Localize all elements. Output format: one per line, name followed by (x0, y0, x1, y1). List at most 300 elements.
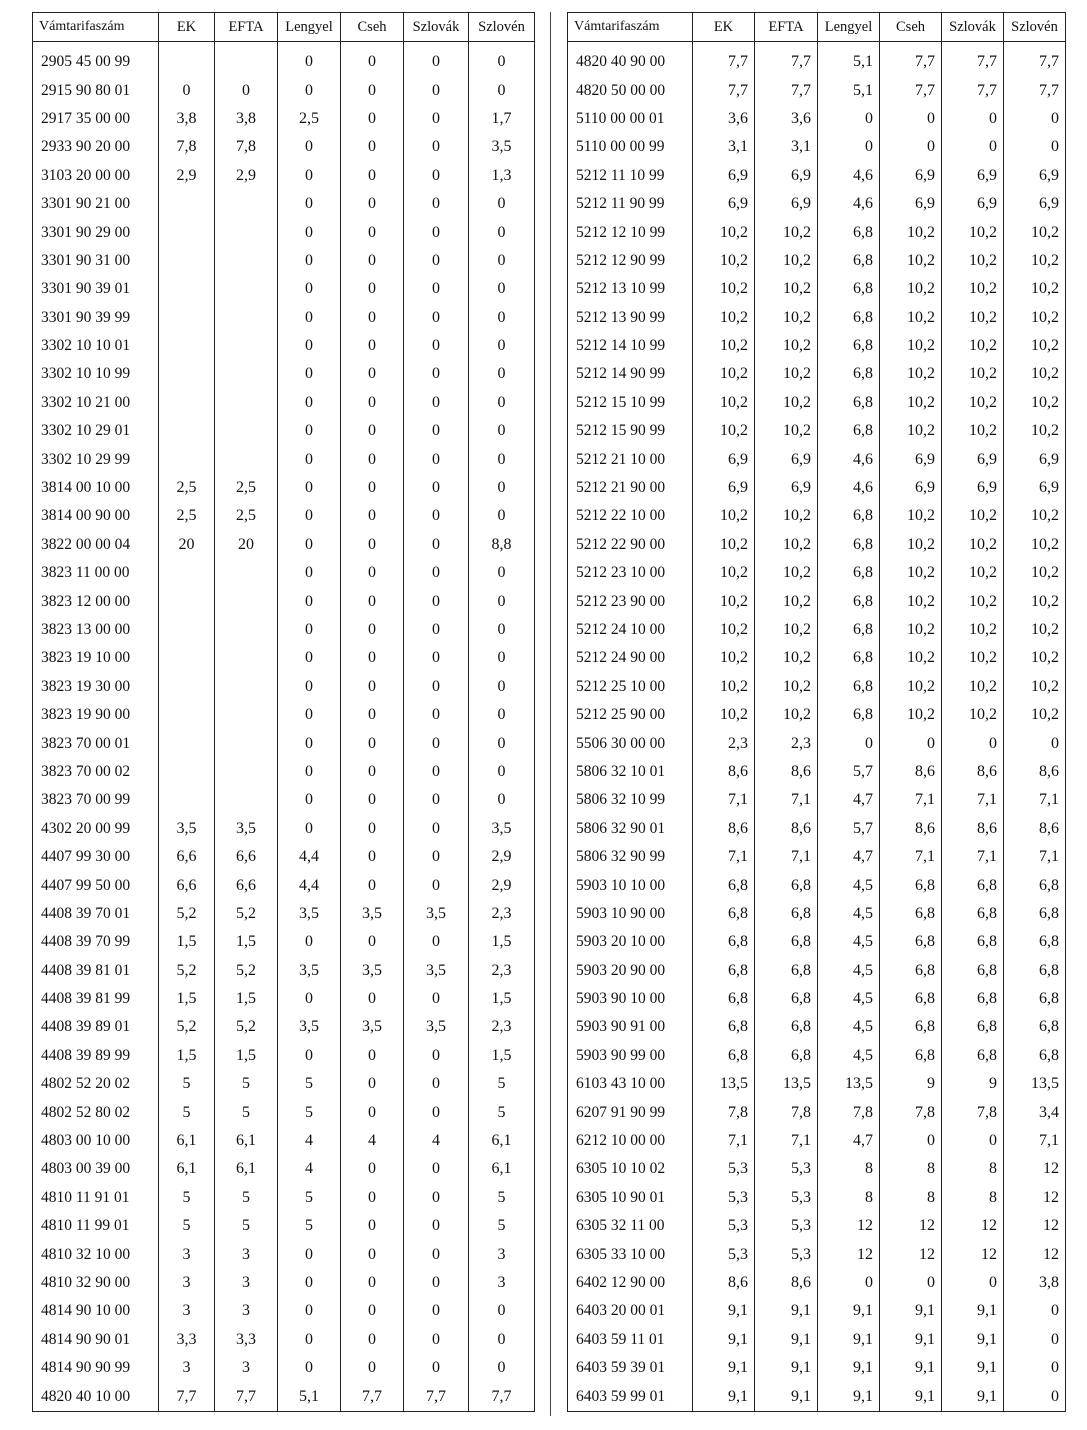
rate-cell (159, 190, 215, 218)
rate-cell: 8,6 (755, 815, 818, 843)
rate-cell: 0 (1004, 133, 1066, 161)
table-row (33, 701, 535, 729)
rate-cell: 0 (469, 1326, 535, 1354)
table-row (33, 360, 535, 388)
rate-cell: 12 (1004, 1155, 1066, 1183)
table-row (33, 559, 535, 587)
rate-cell: 4,5 (818, 871, 880, 899)
tariff-code-cell: 5903 20 10 00 (576, 933, 666, 951)
rate-cell (159, 559, 215, 587)
rate-cell: 5,7 (818, 758, 880, 786)
rate-cell: 0 (341, 871, 404, 899)
rate-cell: 5,3 (755, 1184, 818, 1212)
rate-cell: 7,7 (469, 1382, 535, 1411)
tariff-code-cell: 6403 59 99 01 (576, 1387, 666, 1405)
rate-cell: 4,5 (818, 985, 880, 1013)
rate-cell: 8,6 (880, 758, 942, 786)
rate-cell: 6,8 (880, 900, 942, 928)
rate-cell: 10,2 (880, 304, 942, 332)
rate-cell (215, 304, 278, 332)
rate-cell: 0 (404, 162, 469, 190)
tariff-code-cell: 3823 70 00 02 (41, 762, 131, 780)
rate-cell: 5,3 (693, 1184, 755, 1212)
rate-cell: 6,8 (693, 985, 755, 1013)
rate-cell: 0 (404, 786, 469, 814)
rate-cell: 6,8 (755, 871, 818, 899)
table-row (568, 445, 1066, 473)
rate-cell: 6,8 (818, 644, 880, 672)
rate-cell: 0 (404, 815, 469, 843)
rate-cell: 6,9 (880, 162, 942, 190)
rate-cell: 5,1 (278, 1382, 341, 1411)
rate-cell: 10,2 (880, 360, 942, 388)
tariff-code-cell: 4810 32 90 00 (41, 1273, 131, 1291)
rate-cell: 7,7 (159, 1382, 215, 1411)
tariff-code-cell: 4810 11 91 01 (41, 1188, 130, 1206)
rate-cell: 6,8 (1004, 985, 1066, 1013)
rate-cell: 0 (469, 304, 535, 332)
rate-cell: 5,2 (159, 957, 215, 985)
tariff-code-cell: 5212 22 90 00 (576, 535, 666, 553)
rate-cell: 5 (159, 1212, 215, 1240)
table-row (568, 417, 1066, 445)
rate-cell: 4,5 (818, 957, 880, 985)
rate-cell: 0 (341, 162, 404, 190)
rate-cell: 6,8 (942, 928, 1004, 956)
rate-cell: 0 (404, 559, 469, 587)
rate-cell: 7,8 (880, 1098, 942, 1126)
rate-cell: 0 (404, 531, 469, 559)
rate-cell: 0 (469, 474, 535, 502)
rate-cell: 7,7 (1004, 76, 1066, 104)
tariff-code-cell: 3301 90 39 01 (41, 280, 131, 298)
rate-cell (159, 389, 215, 417)
tariff-code-cell: 5212 24 90 00 (576, 649, 666, 667)
rate-cell: 6,1 (159, 1155, 215, 1183)
tariff-code-cell: 4820 40 10 00 (41, 1387, 131, 1405)
rate-cell: 7,1 (693, 1127, 755, 1155)
tariff-code-cell: 5212 12 10 99 (576, 223, 666, 241)
rate-cell: 4 (278, 1127, 341, 1155)
rate-cell: 9,1 (818, 1297, 880, 1325)
rate-cell: 10,2 (693, 417, 755, 445)
tariff-code-cell: 3302 10 29 01 (41, 422, 131, 440)
rate-cell: 0 (880, 1127, 942, 1155)
rate-cell: 0 (469, 616, 535, 644)
rate-cell: 0 (341, 360, 404, 388)
rate-cell: 10,2 (942, 247, 1004, 275)
rate-cell: 13,5 (755, 1070, 818, 1098)
rate-cell: 7,7 (942, 42, 1004, 77)
column-header: Szlovák (404, 13, 469, 42)
rate-cell: 0 (341, 1184, 404, 1212)
tariff-table-left (32, 12, 535, 1412)
rate-cell: 6,9 (880, 445, 942, 473)
rate-cell: 9,1 (880, 1326, 942, 1354)
rate-cell: 8,6 (1004, 758, 1066, 786)
column-header: Lengyel (818, 13, 880, 42)
table-row (568, 133, 1066, 161)
rate-cell: 1,5 (159, 985, 215, 1013)
rate-cell: 10,2 (942, 701, 1004, 729)
rate-cell: 10,2 (755, 644, 818, 672)
rate-cell: 5 (215, 1070, 278, 1098)
rate-cell: 5 (278, 1070, 341, 1098)
tariff-code-cell: 5903 20 90 00 (576, 961, 666, 979)
rate-cell: 6,9 (755, 162, 818, 190)
rate-cell: 0 (341, 673, 404, 701)
rate-cell: 0 (404, 389, 469, 417)
rate-cell: 1,5 (215, 985, 278, 1013)
rate-cell: 9,1 (818, 1354, 880, 1382)
rate-cell: 0 (469, 502, 535, 530)
table-row (568, 871, 1066, 899)
rate-cell: 10,2 (880, 587, 942, 615)
rate-cell: 0 (404, 1070, 469, 1098)
table-row (568, 587, 1066, 615)
rate-cell: 10,2 (942, 616, 1004, 644)
rate-cell: 6,6 (159, 871, 215, 899)
rate-cell: 10,2 (1004, 587, 1066, 615)
rate-cell: 6,8 (1004, 1013, 1066, 1041)
rate-cell: 10,2 (880, 559, 942, 587)
rate-cell: 7,7 (755, 42, 818, 77)
rate-cell: 6,8 (880, 957, 942, 985)
tariff-code-cell: 3301 90 39 99 (41, 308, 131, 326)
rate-cell: 0 (469, 247, 535, 275)
tariff-code-cell: 3301 90 21 00 (41, 195, 131, 213)
rate-cell: 2,3 (469, 1013, 535, 1041)
rate-cell: 6,9 (880, 190, 942, 218)
rate-cell (215, 786, 278, 814)
rate-cell: 10,2 (755, 701, 818, 729)
table-row (568, 1098, 1066, 1126)
rate-cell: 10,2 (1004, 275, 1066, 303)
column-header-code: Vámtarifaszám (568, 13, 693, 42)
rate-cell: 0 (341, 815, 404, 843)
rate-cell: 10,2 (942, 389, 1004, 417)
tariff-code-cell: 4810 32 10 00 (41, 1245, 131, 1263)
rate-cell: 10,2 (942, 275, 1004, 303)
rate-cell: 3,5 (215, 815, 278, 843)
rate-cell: 6,9 (942, 445, 1004, 473)
rate-cell: 10,2 (693, 304, 755, 332)
rate-cell: 0 (404, 445, 469, 473)
rate-cell: 4 (278, 1155, 341, 1183)
rate-cell: 3,5 (404, 957, 469, 985)
rate-cell: 10,2 (942, 673, 1004, 701)
tariff-code-cell: 3302 10 10 99 (41, 365, 131, 383)
rate-cell: 10,2 (1004, 332, 1066, 360)
tariff-code-cell: 6403 20 00 01 (576, 1302, 666, 1320)
rate-cell: 0 (404, 417, 469, 445)
rate-cell: 7,7 (693, 76, 755, 104)
rate-cell: 0 (341, 1297, 404, 1325)
rate-cell: 6,8 (693, 957, 755, 985)
table-row (33, 105, 535, 133)
rate-cell: 6,8 (880, 1042, 942, 1070)
rate-cell: 5 (278, 1098, 341, 1126)
rate-cell: 10,2 (693, 587, 755, 615)
rate-cell: 0 (278, 162, 341, 190)
rate-cell: 10,2 (755, 531, 818, 559)
rate-cell: 10,2 (942, 332, 1004, 360)
rate-cell: 0 (341, 644, 404, 672)
rate-cell: 0 (341, 531, 404, 559)
rate-cell: 6,1 (469, 1155, 535, 1183)
rate-cell: 0 (469, 389, 535, 417)
rate-cell: 0 (469, 445, 535, 473)
rate-cell: 10,2 (693, 531, 755, 559)
tariff-code-cell: 6403 59 39 01 (576, 1359, 666, 1377)
rate-cell: 0 (341, 105, 404, 133)
rate-cell: 6,8 (818, 417, 880, 445)
rate-cell: 10,2 (755, 304, 818, 332)
rate-cell: 6,9 (942, 162, 1004, 190)
table-row (33, 1127, 535, 1155)
rate-cell: 0 (278, 559, 341, 587)
rate-cell: 6,8 (693, 900, 755, 928)
column-header: EFTA (215, 13, 278, 42)
rate-cell: 2,5 (278, 105, 341, 133)
tariff-code-cell: 5903 90 99 00 (576, 1046, 666, 1064)
rate-cell: 4,7 (818, 1127, 880, 1155)
table-row (33, 928, 535, 956)
rate-cell: 0 (404, 758, 469, 786)
table-row (33, 76, 535, 104)
rate-cell: 7,1 (942, 843, 1004, 871)
table-row (568, 162, 1066, 190)
rate-cell: 0 (278, 1042, 341, 1070)
rate-cell: 6,8 (755, 928, 818, 956)
rate-cell: 2,5 (159, 502, 215, 530)
rate-cell (159, 786, 215, 814)
rate-cell: 12 (818, 1240, 880, 1268)
rate-cell: 10,2 (1004, 559, 1066, 587)
table-row (568, 360, 1066, 388)
table-row (568, 644, 1066, 672)
rate-cell: 2,3 (469, 900, 535, 928)
tariff-code-cell: 5212 23 10 00 (576, 564, 666, 582)
rate-cell (159, 332, 215, 360)
table-row (568, 76, 1066, 104)
tariff-code-cell: 3823 19 30 00 (41, 677, 131, 695)
tariff-code-cell: 5212 23 90 00 (576, 592, 666, 610)
rate-cell: 4,5 (818, 1042, 880, 1070)
rate-cell: 3 (159, 1297, 215, 1325)
rate-cell (215, 644, 278, 672)
rate-cell: 5 (159, 1098, 215, 1126)
tariff-code-cell: 5212 22 10 00 (576, 507, 666, 525)
tariff-code-cell: 4408 39 70 99 (41, 933, 131, 951)
rate-cell: 0 (341, 389, 404, 417)
rate-cell: 10,2 (942, 502, 1004, 530)
rate-cell (215, 758, 278, 786)
rate-cell: 20 (215, 531, 278, 559)
rate-cell: 6,1 (215, 1127, 278, 1155)
rate-cell: 0 (880, 729, 942, 757)
rate-cell: 10,2 (942, 587, 1004, 615)
rate-cell: 0 (278, 190, 341, 218)
rate-cell: 6,8 (942, 871, 1004, 899)
rate-cell: 0 (404, 1155, 469, 1183)
tariff-code-cell: 5903 90 91 00 (576, 1018, 666, 1036)
table-row (33, 1013, 535, 1041)
rate-cell: 0 (469, 360, 535, 388)
rate-cell (159, 701, 215, 729)
rate-cell: 0 (341, 1155, 404, 1183)
tariff-code-cell: 3823 70 00 01 (41, 734, 131, 752)
rate-cell: 0 (341, 1098, 404, 1126)
tariff-code-cell: 3302 10 29 99 (41, 450, 131, 468)
rate-cell: 0 (404, 1297, 469, 1325)
table-row (33, 1070, 535, 1098)
rate-cell: 10,2 (1004, 673, 1066, 701)
rate-cell: 6,8 (818, 701, 880, 729)
rate-cell: 7,8 (942, 1098, 1004, 1126)
tariff-code-cell: 4820 40 90 00 (576, 53, 666, 71)
rate-cell: 6,8 (755, 1042, 818, 1070)
tariff-code-cell: 6305 32 11 00 (576, 1217, 665, 1235)
rate-cell: 12 (1004, 1240, 1066, 1268)
rate-cell: 0 (469, 559, 535, 587)
rate-cell: 4,7 (818, 843, 880, 871)
rate-cell: 0 (469, 42, 535, 77)
rate-cell: 0 (404, 105, 469, 133)
rate-cell: 10,2 (755, 332, 818, 360)
rate-cell: 8,6 (693, 758, 755, 786)
rate-cell: 10,2 (880, 673, 942, 701)
rate-cell (215, 445, 278, 473)
rate-cell: 2,9 (469, 871, 535, 899)
rate-cell: 6,8 (942, 900, 1004, 928)
table-row (568, 247, 1066, 275)
rate-cell: 3,5 (341, 957, 404, 985)
rate-cell: 5,3 (693, 1212, 755, 1240)
rate-cell (215, 275, 278, 303)
tariff-code-cell: 5212 15 10 99 (576, 393, 666, 411)
rate-cell: 6,8 (942, 957, 1004, 985)
rate-cell: 10,2 (942, 304, 1004, 332)
tariff-code-cell: 4810 11 99 01 (41, 1217, 130, 1235)
tariff-code-cell: 3302 10 21 00 (41, 393, 131, 411)
rate-cell: 0 (942, 105, 1004, 133)
tariff-code-cell: 5212 13 90 99 (576, 308, 666, 326)
rate-cell: 3,5 (404, 900, 469, 928)
tariff-code-cell: 3301 90 31 00 (41, 251, 131, 269)
tariff-code-cell: 3822 00 00 04 (41, 535, 131, 553)
table-row (568, 1382, 1066, 1411)
table-row (33, 275, 535, 303)
table-row (568, 275, 1066, 303)
rate-cell: 12 (942, 1212, 1004, 1240)
rate-cell: 1,5 (159, 928, 215, 956)
rate-cell (215, 673, 278, 701)
rate-cell: 0 (278, 275, 341, 303)
rate-cell: 6,1 (469, 1127, 535, 1155)
rate-cell (159, 644, 215, 672)
rate-cell: 10,2 (942, 417, 1004, 445)
table-row (33, 957, 535, 985)
rate-cell: 8 (818, 1184, 880, 1212)
rate-cell: 0 (1004, 105, 1066, 133)
rate-cell: 6,8 (818, 587, 880, 615)
rate-cell: 0 (278, 616, 341, 644)
rate-cell: 3,5 (278, 900, 341, 928)
rate-cell: 0 (341, 786, 404, 814)
rate-cell: 0 (341, 1212, 404, 1240)
table-row (568, 1070, 1066, 1098)
table-row (568, 1354, 1066, 1382)
rate-cell: 3,8 (159, 105, 215, 133)
table-row (33, 1155, 535, 1183)
rate-cell: 5 (278, 1212, 341, 1240)
rate-cell: 0 (404, 502, 469, 530)
table-row (33, 502, 535, 530)
rate-cell: 0 (278, 417, 341, 445)
rate-cell (215, 42, 278, 77)
table-row (33, 1098, 535, 1126)
rate-cell: 3,5 (404, 1013, 469, 1041)
rate-cell: 0 (404, 843, 469, 871)
tariff-code-cell: 5212 15 90 99 (576, 422, 666, 440)
rate-cell: 0 (469, 1354, 535, 1382)
rate-cell: 7,8 (693, 1098, 755, 1126)
rate-cell: 4,5 (818, 928, 880, 956)
table-row (568, 559, 1066, 587)
column-header: EK (159, 13, 215, 42)
table-row (568, 42, 1066, 77)
rate-cell: 7,8 (215, 133, 278, 161)
rate-cell: 10,2 (755, 417, 818, 445)
header-row (568, 13, 1066, 42)
rate-cell: 0 (469, 218, 535, 246)
rate-cell: 6,6 (215, 843, 278, 871)
table-row (568, 616, 1066, 644)
tariff-code-cell: 5806 32 10 01 (576, 762, 666, 780)
rate-cell: 13,5 (693, 1070, 755, 1098)
rate-cell: 0 (341, 1240, 404, 1268)
rate-cell: 9 (880, 1070, 942, 1098)
rate-cell: 7,1 (755, 1127, 818, 1155)
rate-cell: 8 (880, 1155, 942, 1183)
rate-cell: 0 (404, 247, 469, 275)
tariff-code-cell: 5110 00 00 01 (576, 109, 665, 127)
rate-cell: 6,1 (215, 1155, 278, 1183)
table-row (33, 531, 535, 559)
tariff-code-cell: 3823 11 00 00 (41, 564, 130, 582)
rate-cell: 0 (942, 729, 1004, 757)
rate-cell: 9,1 (942, 1297, 1004, 1325)
rate-cell: 0 (278, 729, 341, 757)
rate-cell: 0 (880, 133, 942, 161)
rate-cell: 0 (278, 701, 341, 729)
rate-cell: 0 (469, 587, 535, 615)
rate-cell: 2,3 (755, 729, 818, 757)
tariff-code-cell: 3823 12 00 00 (41, 592, 131, 610)
table-row (33, 1326, 535, 1354)
tariff-code-cell: 4408 39 81 01 (41, 961, 131, 979)
rate-cell: 10,2 (880, 531, 942, 559)
rate-cell: 7,7 (215, 1382, 278, 1411)
tariff-code-cell: 3823 19 10 00 (41, 649, 131, 667)
tariff-code-cell: 5212 25 10 00 (576, 677, 666, 695)
rate-cell: 1,7 (469, 105, 535, 133)
rate-cell: 0 (341, 559, 404, 587)
rate-cell (215, 701, 278, 729)
tariff-code-cell: 5212 13 10 99 (576, 280, 666, 298)
rate-cell: 5 (215, 1184, 278, 1212)
